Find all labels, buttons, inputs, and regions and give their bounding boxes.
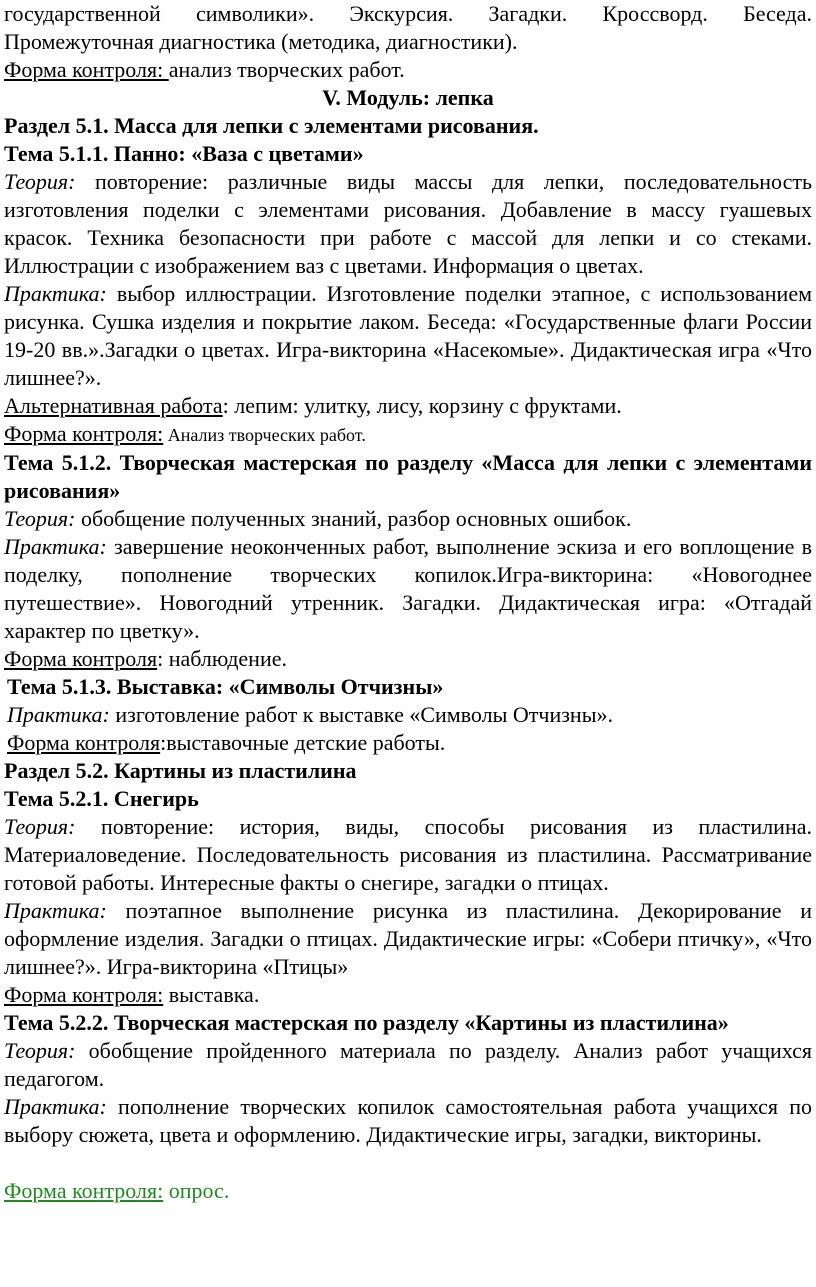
topic-5-1-1-theory	[4, 168, 812, 280]
blank-line	[4, 1149, 812, 1177]
topic-heading-5-1-2: Тема 5.1.2. Творческая мастерская по разделу «Масса для лепки с элементами рисования»	[4, 450, 812, 503]
theory-text: повторение: история, виды, способы рисования из пластилина. Материаловедение. Последовательность рисования из пластилина. Рассматривание готовой работы. Интересные факты о снегире, загадки о птицах.	[4, 814, 812, 895]
practice-label: Практика:	[4, 898, 107, 923]
topic-heading-5-2-2: Тема 5.2.2. Творческая мастерская по разделу «Картины из пластилина»	[4, 1010, 729, 1035]
control-form-text: :выставочные детские работы.	[160, 730, 446, 755]
theory-label: Теория:	[4, 506, 76, 531]
control-form-label: Форма контроля:	[4, 421, 164, 446]
theory-text: повторение: различные виды массы для лепки, последовательность изготовления поделки с элементами рисования. Добавление в массу гуашевых красок. Техника безопасности при работе с массой для лепки и со стеками. Иллюстрации с изображением ваз с цветами. Информация о цветах.	[4, 169, 812, 278]
section-heading-5-2: Раздел 5.2. Картины из пластилина	[4, 758, 357, 783]
module-heading: V. Модуль: лепка	[322, 85, 494, 110]
theory-label: Теория:	[4, 169, 76, 194]
control-form-label: Форма контроля:	[4, 57, 169, 82]
topic-5-2-1-practice	[4, 897, 812, 981]
paragraph-control-form-5	[4, 981, 812, 1009]
practice-text: завершение неоконченных работ, выполнение эскиза и его воплощение в поделку, пополнение творческих копилок.Игра-викторина: «Новогоднее путешествие». Новогодний утренник. Загадки. Дидактическая игра: «Отгадай характер по цветку».	[4, 534, 812, 643]
paragraph-control-form-1	[4, 56, 812, 84]
practice-text: поэтапное выполнение рисунка из пластилина. Декорирование и оформление изделия. Загадки о птицах. Дидактические игры: «Собери птичку», «Что лишнее?». Игра-викторина «Птицы»	[4, 898, 812, 979]
theory-label: Теория:	[4, 1038, 76, 1063]
section-heading-5-1: Раздел 5.1. Масса для лепки с элементами рисования.	[4, 113, 539, 138]
control-form-label: Форма контроля	[7, 730, 161, 755]
topic-5-1-3-practice	[4, 701, 812, 729]
practice-text: изготовление работ к выставке «Символы Отчизны».	[109, 702, 613, 727]
paragraph-control-form-2	[4, 420, 812, 449]
control-form-text: : наблюдение.	[157, 646, 287, 671]
topic-heading-5-2-1: Тема 5.2.1. Снегирь	[4, 786, 199, 811]
practice-label: Практика:	[4, 281, 107, 306]
alternative-work-label: Альтернативная работа	[4, 393, 223, 418]
theory-text: обобщение пройденного материала по разделу. Анализ работ учащихся педагогом.	[4, 1038, 812, 1091]
theory-label: Теория:	[4, 814, 76, 839]
control-form-text: анализ творческих работ.	[168, 57, 405, 82]
control-form-text: опрос.	[163, 1178, 230, 1203]
topic-5-2-1-theory	[4, 813, 812, 897]
control-form-text: Анализ творческих работ.	[163, 425, 366, 445]
practice-text: выбор иллюстрации. Изготовление поделки этапное, с использованием рисунка. Сушка изделия и покрытие лаком. Беседа: «Государственные флаги России 19-20 вв.».Загадки о цветах. Игра-викторина «Насекомые». Дидактическая игра «Что лишнее?».	[4, 281, 812, 390]
topic-heading-5-1-3: Тема 5.1.3. Выставка: «Символы Отчизны»	[7, 674, 444, 699]
theory-text: обобщение полученных знаний, разбор основных ошибок.	[75, 506, 632, 531]
control-form-label: Форма контроля	[4, 646, 158, 671]
topic-5-2-2-practice	[4, 1093, 812, 1149]
practice-text: пополнение творческих копилок самостоятельная работа учащихся по выбору сюжета, цвета и оформлению. Дидактические игры, загадки, викторины.	[4, 1094, 812, 1147]
paragraph-control-form-3	[4, 645, 812, 673]
topic-5-2-2-theory	[4, 1037, 812, 1093]
topic-5-1-2-practice	[4, 533, 812, 645]
paragraph-intro	[4, 0, 812, 56]
paragraph-alternative-work	[4, 392, 812, 420]
paragraph-control-form-4	[4, 729, 812, 757]
paragraph-control-form-6	[4, 1177, 812, 1205]
topic-5-1-1-practice	[4, 280, 812, 392]
intro-text: государственной символики». Экскурсия. Загадки. Кроссворд. Беседа. Промежуточная диагностика (методика, диагностики).	[4, 1, 812, 54]
document-page	[4, 0, 812, 1205]
topic-heading-5-1-1: Тема 5.1.1. Панно: «Ваза с цветами»	[4, 141, 364, 166]
topic-5-1-2-theory	[4, 505, 812, 533]
practice-label: Практика:	[4, 1094, 107, 1119]
alternative-work-text: : лепим: улитку, лису, корзину с фруктами.	[222, 393, 622, 418]
control-form-label: Форма контроля:	[4, 982, 164, 1007]
practice-label: Практика:	[7, 702, 110, 727]
control-form-text: выставка.	[163, 982, 260, 1007]
control-form-label: Форма контроля:	[4, 1178, 164, 1203]
practice-label: Практика:	[4, 534, 107, 559]
